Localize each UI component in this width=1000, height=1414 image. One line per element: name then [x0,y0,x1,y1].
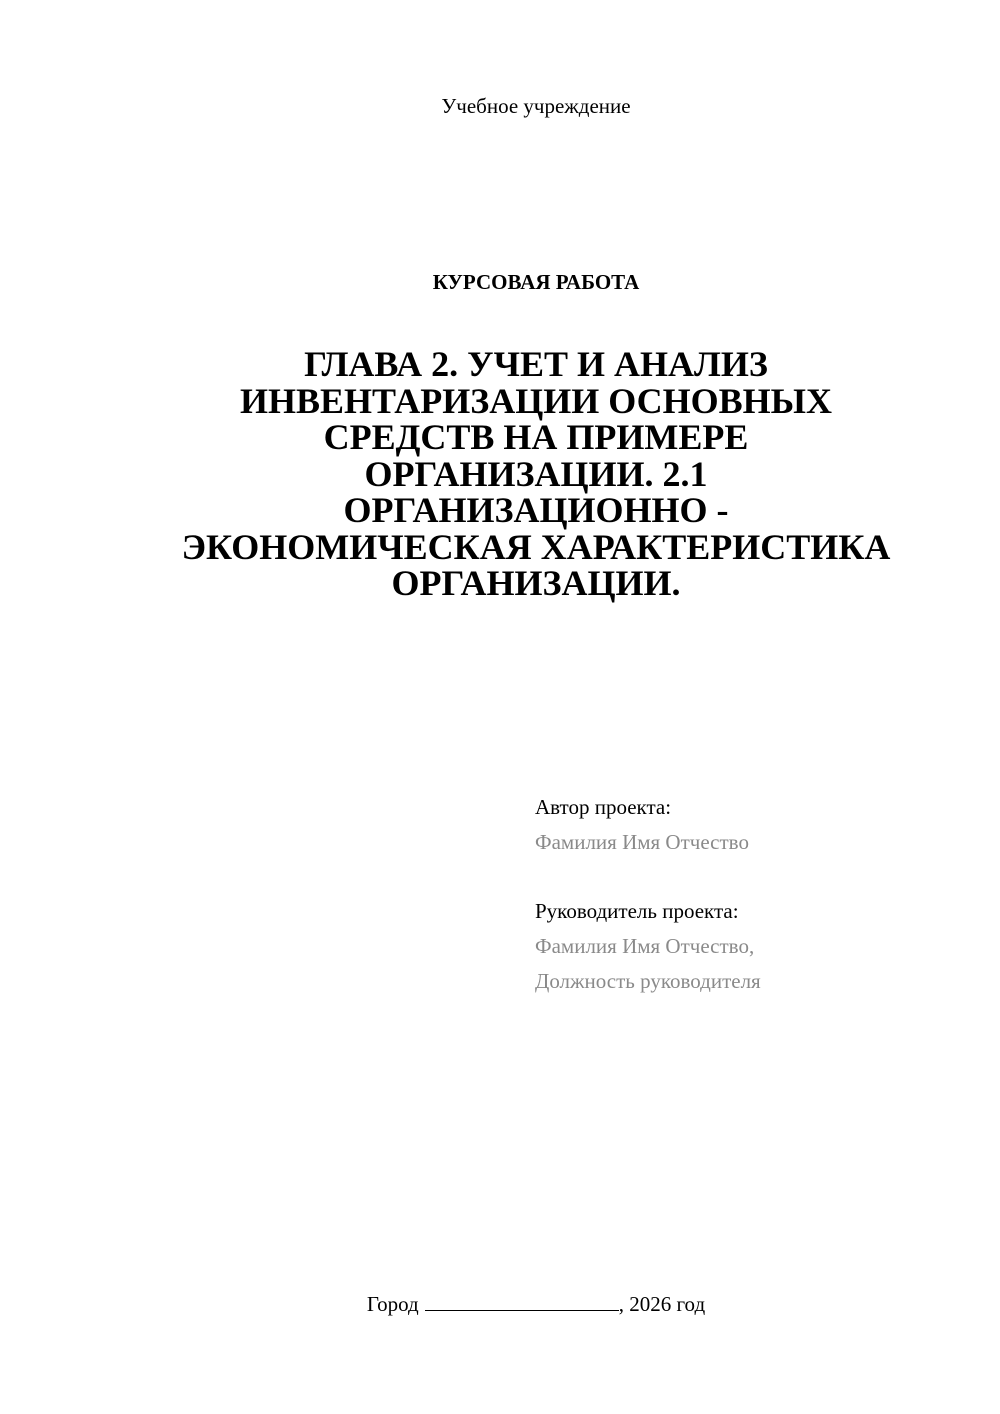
credits-spacer [535,860,975,894]
title-line: ГЛАВА 2. УЧЕТ И АНАЛИЗ [304,344,768,384]
city-label: Город [366,1292,419,1316]
work-title [100,346,972,602]
credits-block [535,790,975,999]
city-blank-line [425,1290,619,1311]
author-label: Автор проекта: [535,795,672,819]
supervisor-label: Руководитель проекта: [535,899,739,923]
footer-city-year [0,1290,1000,1318]
year-text: , 2026 год [618,1292,706,1316]
title-line: СРЕДСТВ НА ПРИМЕРЕ [323,417,749,457]
title-line: ОРГАНИЗАЦИОННО - [343,490,729,530]
title-line: ЭКОНОМИЧЕСКАЯ ХАРАКТЕРИСТИКА [181,526,891,567]
title-line: ОРГАНИЗАЦИИ. 2.1 [364,453,708,494]
title-line: ИНВЕНТАРИЗАЦИИ ОСНОВНЫХ [239,380,833,421]
institution-name: Учебное учреждение [441,94,631,118]
title-line: ОРГАНИЗАЦИИ. [391,563,681,603]
author-name: Фамилия Имя Отчество [535,830,749,854]
supervisor-name: Фамилия Имя Отчество, [535,934,755,958]
work-type: КУРСОВАЯ РАБОТА [432,270,640,294]
supervisor-position: Должность руководителя [535,969,761,993]
